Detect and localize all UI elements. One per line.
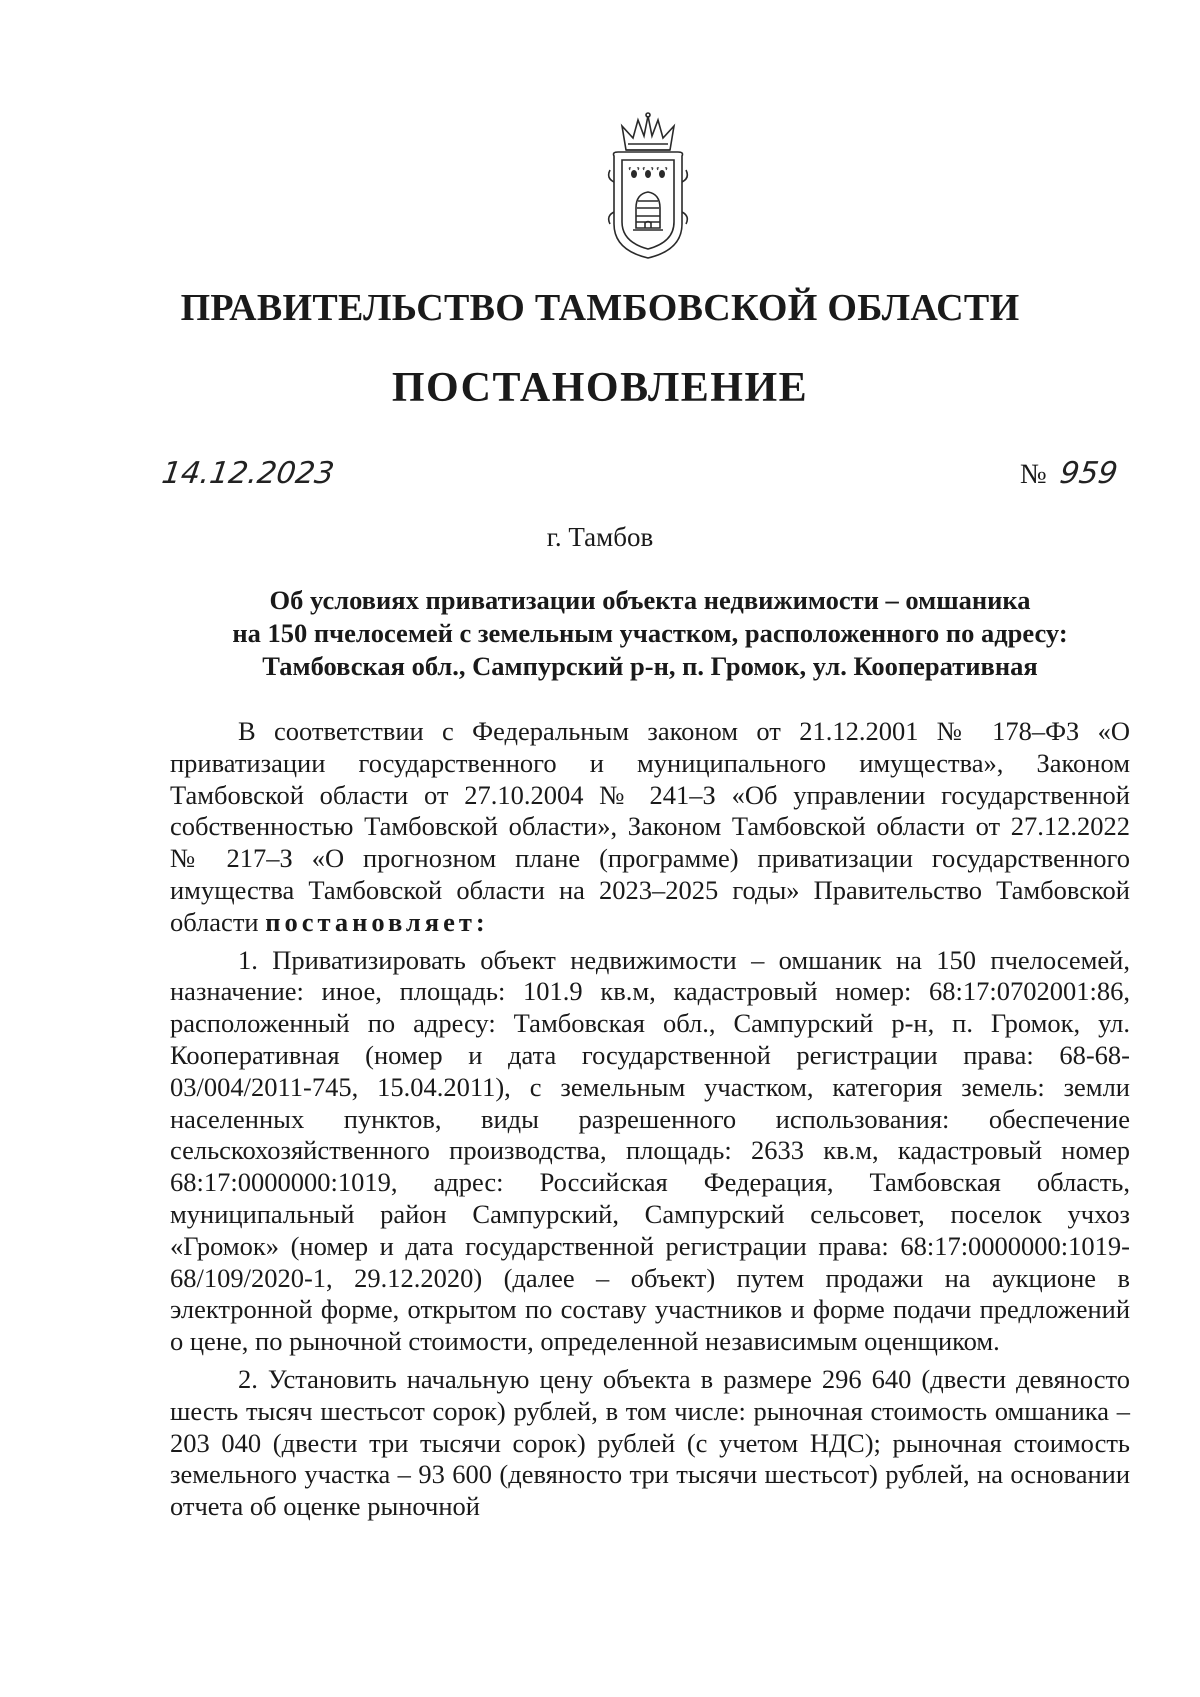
handwritten-number: 959	[1057, 456, 1120, 491]
handwritten-date: 14.12.2023	[159, 456, 337, 491]
government-title: ПРАВИТЕЛЬСТВО ТАМБОВСКОЙ ОБЛАСТИ	[180, 287, 1020, 329]
document-subject	[170, 584, 1130, 683]
preamble-text: В соответствии с Федеральным законом от 21.12.2001 № 178–ФЗ «О приватизации государственного и муниципального имущества», Законом Тамбовской области от 27.10.2004 № 241–З «Об управлении государственной собственностью Тамбовской области», Законом Тамбовской области от 27.12.2022 № 217–З «О прогнозном плане (программе) приватизации государственного имущества Тамбовской области на 2023–2025 годы» Правительство Тамбовской области	[170, 716, 1130, 937]
item-paragraph: 2. Установить начальную цену объекта в размере 296 640 (двести девяносто шесть тысяч шестьсот сорок) рублей, в том числе: рыночная стоимость омшаника – 203 040 (двести три тысячи сорок) рублей (с учетом НДС); рыночная стоимость земельного участка – 93 600 (девяносто три тысячи шестьсот) рублей, на основании отчета об оценке рыночной	[170, 1363, 1130, 1522]
resolution-word: постановляет:	[265, 906, 489, 937]
number-sign: №	[1020, 459, 1047, 490]
document-type: ПОСТАНОВЛЕНИЕ	[391, 365, 809, 411]
city-line: г. Тамбов	[546, 522, 654, 552]
coat-of-arms-icon	[600, 112, 696, 260]
subject-line: Об условиях приватизации объекта недвижимости – омшаника	[269, 585, 1031, 615]
preamble-paragraph	[170, 716, 1130, 939]
subject-line: на 150 пчелосемей с земельным участком, расположенного по адресу:	[232, 618, 1068, 648]
subject-line: Тамбовская обл., Сампурский р-н, п. Громок, ул. Кооперативная	[262, 651, 1038, 681]
document-body	[170, 716, 1130, 1523]
document-number	[1020, 456, 1120, 493]
document-date	[159, 456, 337, 497]
item-paragraph: 1. Приватизировать объект недвижимости – омшаник на 150 пчелосемей, назначение: иное, площадь: 101.9 кв.м, кадастровый номер: 68:17:0702001:86, расположенный по адресу: Тамбовская обл., Сампурский р-н, п. Громок, ул. Кооперативная (номер и дата государственной регистрации права: 68-68-03/004/2011-745, 15.04.2011), с земельным участком, категория земель: земли населенных пунктов, виды разрешенного использования: обеспечение сельскохозяйственного производства, площадь: 2633 кв.м, кадастровый номер 68:17:0000000:1019, адрес: Российская Федерация, Тамбовская область, муниципальный район Сампурский, Сампурский сельсовет, поселок учхоз «Громок» (номер и дата государственной регистрации права: 68:17:0000000:1019-68/109/2020-1, 29.12.2020) (далее – объект) путем продажи на аукционе в электронной форме, открытом по составу участников и форме подачи предложений о цене, по рыночной стоимости, определенной независимым оценщиком.	[170, 944, 1130, 1357]
